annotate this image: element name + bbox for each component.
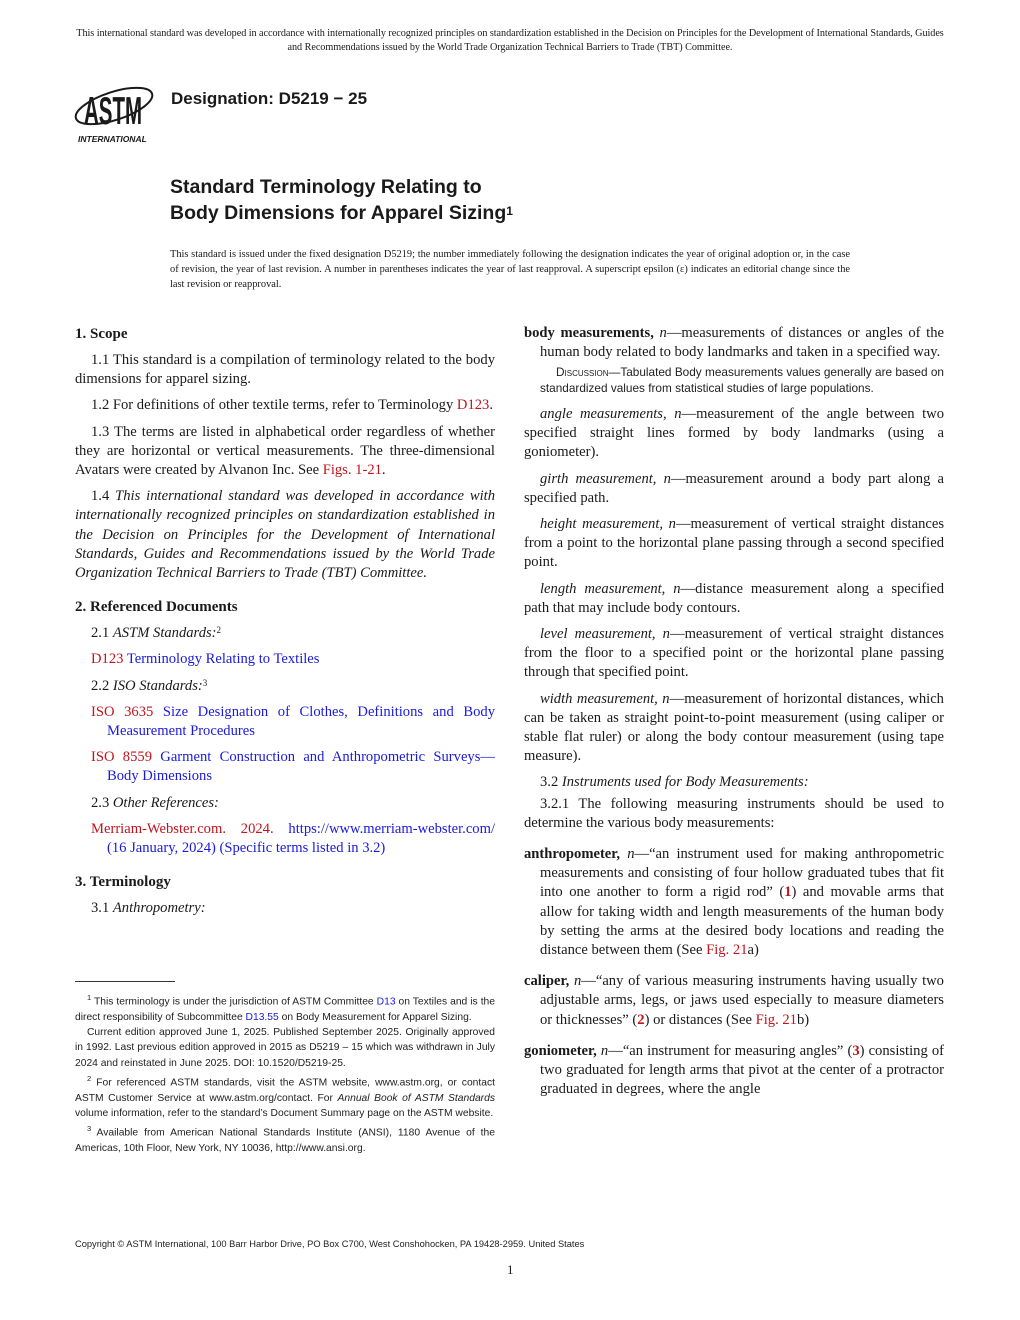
term-goniometer: goniometer, n—“an instrument for measuring angles” (3) consisting of two graduated for length arms that pivot at the center of a protractor graduated in degrees, where the angle [524,1042,944,1098]
subsection-2-1: 2.1 ASTM Standards:$^2$ [91,625,222,642]
subsection-3-2: 3.2 Instruments used for Body Measurements: [540,774,809,791]
section-heading-referenced-documents: 2. Referenced Documents [75,599,238,616]
term-angle-measurements: angle measurements, n—measurement of the angle between two specified straight lines formed by body landmarks (using a goniometer). [524,406,944,461]
term-length-measurement: length measurement, n—distance measurement along a specified path that may include body contours. [524,580,944,616]
subsection-3-2-1: 3.2.1 The following measuring instruments should be used to determine the various body measurements: [524,795,944,831]
ref-iso-8559[interactable]: ISO 8559 Garment Construction and Anthropometric Surveys—Body Dimensions [91,749,495,785]
page-title: Standard Terminology Relating to Body Dimensions for Apparel Sizing$^1$ [170,176,513,224]
link-fig-21a[interactable]: Fig. 21 [706,942,748,959]
wto-banner: This international standard was developed in accordance with internationally recognized principles on standardization established in the Decision on Principles for the Development of International Standards, Guides and Recommendations issued by the World Trade Organization Technical Barriers to Trade (TBT) Committee. [76,28,944,53]
para-1-3: 1.3 The terms are listed in alphabetical order regardless of whether they are horizontal or vertical measurements. The three-dimensional Avatars were created by Alvanon Inc. See Figs. 1-21. [75,423,495,479]
link-d13[interactable]: D13 [376,996,396,1008]
link-d13-55[interactable]: D13.55 [245,1011,279,1023]
designation: Designation: D5219 − 25 [171,89,368,108]
page-number: 1 [507,1262,514,1277]
right-column [524,324,944,1107]
term-anthropometer: anthropometer, n—“an instrument used for making anthropometric measurements and consisting of four hollow graduated tubes that fit into one another to form a rigid rod” (1) and movable arms that allow for taking width and length measurements of the human body by setting the arms at the desired body locations and reading the distance between them (See Fig. 21a) [524,846,944,959]
astm-logo [72,76,160,144]
term-width-measurement: width measurement, n—measurement of horizontal distances, which can be taken as straight point-to-point measurement (using caliper or stable flat ruler) or along the body contour measurement (using tape measure). [524,690,944,765]
footnote-1: $^1$ This terminology is under the jurisdiction of ASTM Committee D13 on Textiles and is the direct responsibility of Subcommittee D13.55 on Body Measurement for Apparel Sizing. [75,993,496,1023]
footnote-2: $^2$ For referenced ASTM standards, visit the ASTM website, www.astm.org, or contact ASTM Customer Service at www.astm.org/contact. For Annual Book of ASTM Standards volume information, refer to the standard’s Document Summary page on the ASTM website. [75,1073,495,1119]
subsection-3-1: 3.1 Anthropometry: [91,900,206,917]
term-height-measurement: height measurement, n—measurement of vertical straight distances from a point to the horizontal plane passing through a second specified point. [524,516,945,571]
ref-1-link[interactable]: 1 [784,884,792,901]
ref-2-link[interactable]: 2 [637,1011,645,1028]
subsection-2-2: 2.2 ISO Standards:$^3$ [91,677,208,694]
discussion-note: Discussion—Tabulated Body measurements values generally are based on standardized values from statistical studies of large populations. [540,365,944,396]
edition-note: Current edition approved June 1, 2025. Published September 2025. Originally approved in 1992. Last previous edition approved in 2015 as D5219 – 15 which was withdrawn in July 2024 and reinstated in June 2025. DOI: 10.1520/D5219-25. [75,1027,495,1069]
footnote-divider [75,981,175,982]
link-figs-1-21[interactable]: Figs. 1-21 [322,462,382,479]
footnote-3: $^3$ Available from American National Standards Institute (ANSI), 1180 Avenue of the Americas, 10th Floor, New York, NY 10036, http://www.ansi.org. [75,1124,495,1154]
term-caliper: caliper, n—“any of various measuring instruments having usually two adjustable arms, legs, or jaws used especially to measure diameters or thicknesses” (2) or distances (See Fig. 21b) [524,973,944,1028]
ref-iso-3635[interactable]: ISO 3635 Size Designation of Clothes, Definitions and Body Measurement Procedures [91,703,495,740]
section-heading-terminology: 3. Terminology [75,874,171,891]
title-footnote-ref[interactable]: 1 [506,203,513,218]
issued-note: This standard is issued under the fixed designation D5219; the number immediately following the designation indicates the year of original adoption or, in the case of revision, the year of last revision. A number in parentheses indicates the year of last reapproval. A superscript epsilon (ε) indicates an editorial change since the last revision or reapproval. [170,249,850,290]
subsection-2-3: 2.3 Other References: [91,794,219,811]
section-heading-scope: 1. Scope [75,326,128,342]
term-level-measurement: level measurement, n—measurement of vertical straight distances from the floor to a specified point or the horizontal plane passing through that specified point. [524,626,944,681]
para-1-1: 1.1 This standard is a compilation of terminology related to the body dimensions for apparel sizing. [75,352,495,388]
logo-subtitle: INTERNATIONAL [78,134,147,144]
term-girth-measurement: girth measurement, n—measurement around a body part along a specified path. [524,470,944,506]
link-d123[interactable]: D123 [456,397,490,414]
left-column [75,324,495,925]
ref-3-link[interactable]: 3 [852,1042,860,1059]
link-fig-21b[interactable]: Fig. 21 [755,1011,797,1028]
ref-merriam-webster[interactable]: Merriam-Webster.com. 2024. https://www.merriam-webster.com/ (16 January, 2024) (Specific terms listed in 3.2) [91,820,495,857]
svg-text:ASTM: ASTM [84,89,142,134]
para-1-2: 1.2 For definitions of other textile terms, refer to Terminology D123. [91,397,493,414]
para-1-4: 1.4 This international standard was developed in accordance with internationally recognized principles on standardization established in the Decision on Principles for the Development of International Standards, Guides and Recommendations issued by the World Trade Organization Technical Barriers to Trade (TBT) Committee. [75,488,496,582]
footnotes [75,990,495,1156]
copyright-notice: Copyright © ASTM International, 100 Barr Harbor Drive, PO Box C700, West Conshohocken, PA 19428-2959. United States [75,1239,585,1249]
term-body-measurements: body measurements, n—measurements of distances or angles of the human body related to body landmarks and taken in a specified way. [524,325,944,361]
ref-d123[interactable]: D123 Terminology Relating to Textiles [91,651,320,668]
